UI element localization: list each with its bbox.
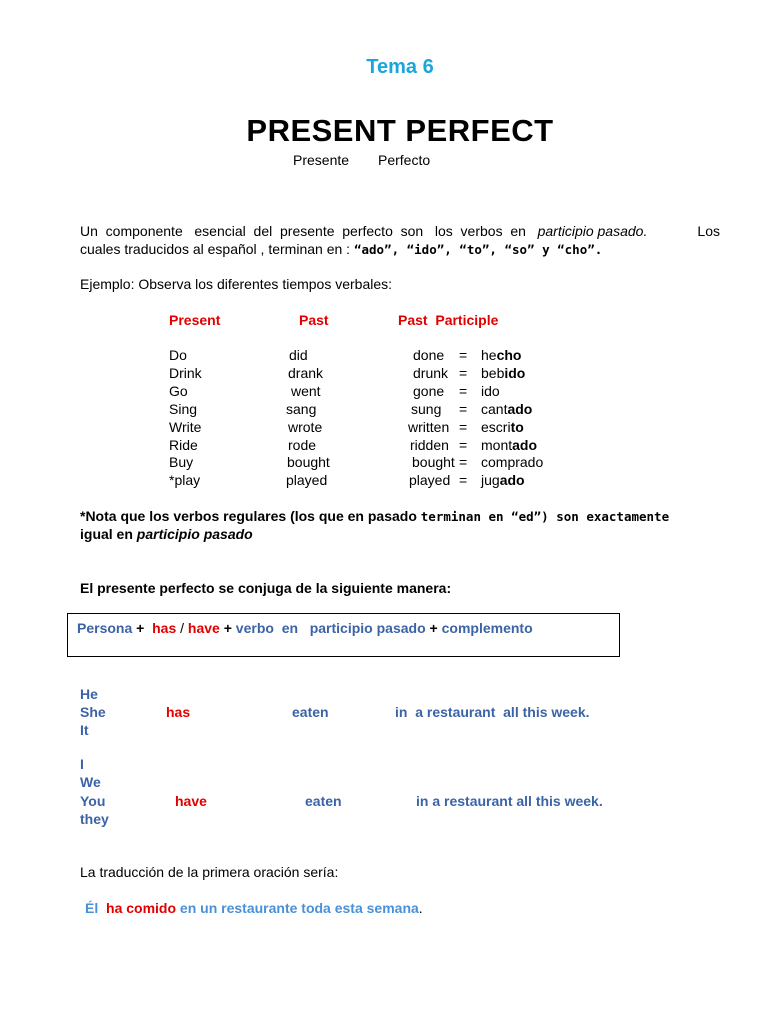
example2-verb: eaten bbox=[305, 793, 342, 809]
verb-past-participle: gone bbox=[413, 383, 445, 399]
verb-past: did bbox=[289, 347, 308, 363]
conjugation-label: El presente perfecto se conjuga de la siguiente manera: bbox=[80, 580, 452, 596]
pronoun-he: He bbox=[80, 686, 98, 702]
verb-past: rode bbox=[288, 437, 317, 453]
translation-stem: cant bbox=[481, 401, 508, 417]
formula-has: has bbox=[152, 620, 177, 636]
verb-translation bbox=[481, 365, 525, 381]
pronoun-she: She bbox=[80, 704, 106, 720]
note-text-2: igual en bbox=[80, 526, 133, 542]
formula-have: have bbox=[187, 620, 220, 636]
verb-present: Sing bbox=[169, 401, 198, 417]
note-line-1 bbox=[80, 508, 669, 524]
verb-translation bbox=[481, 383, 500, 399]
pronoun-they: they bbox=[80, 811, 109, 827]
note-term: participio pasado bbox=[136, 526, 253, 542]
translation-stem: comprado bbox=[481, 454, 544, 470]
verb-past-participle: sung bbox=[411, 401, 442, 417]
translation-ending: ado bbox=[507, 401, 533, 417]
translation-period: . bbox=[418, 900, 423, 916]
intro-text-1: Un componente esencial del presente perfecto son los verbos en bbox=[80, 223, 526, 239]
verb-past-participle: written bbox=[408, 419, 450, 435]
pronoun-you: You bbox=[80, 793, 106, 809]
translation-stem: escri bbox=[481, 419, 511, 435]
verb-equals: = bbox=[459, 419, 468, 435]
verb-equals: = bbox=[459, 347, 468, 363]
verb-past-participle: bought bbox=[412, 454, 455, 470]
verb-past: sang bbox=[286, 401, 317, 417]
example1-complement: in a restaurant all this week. bbox=[395, 704, 590, 720]
formula-plus-1: + bbox=[136, 620, 145, 636]
example2-aux: have bbox=[175, 793, 207, 809]
intro-text-los: Los bbox=[697, 223, 720, 239]
verb-past: went bbox=[291, 383, 321, 399]
formula-complemento: complemento bbox=[441, 620, 533, 636]
verb-past: wrote bbox=[288, 419, 323, 435]
verb-past-participle: played bbox=[409, 472, 451, 488]
intro-term: participio pasado. bbox=[537, 223, 648, 239]
verb-equals: = bbox=[459, 383, 468, 399]
translation-label: La traducción de la primera oración sería: bbox=[80, 864, 339, 880]
example1-aux: has bbox=[166, 704, 191, 720]
translation-ending: ido bbox=[504, 365, 526, 381]
verb-equals: = bbox=[459, 472, 468, 488]
header-past: Past bbox=[299, 312, 329, 328]
formula-plus-3: + bbox=[429, 620, 438, 636]
verb-equals: = bbox=[459, 437, 468, 453]
verb-equals: = bbox=[459, 401, 468, 417]
translation-ending: ado bbox=[499, 472, 525, 488]
topic-number: Tema 6 bbox=[366, 56, 434, 78]
verb-translation bbox=[481, 347, 521, 363]
translation-stem: jug bbox=[481, 472, 500, 488]
verb-translation bbox=[481, 419, 524, 435]
formula-participio: participio pasado bbox=[309, 620, 426, 636]
intro-line-2 bbox=[80, 241, 602, 257]
verb-translation bbox=[481, 437, 537, 453]
pronoun-it: It bbox=[80, 722, 89, 738]
pronoun-we: We bbox=[80, 774, 101, 790]
verb-present: Do bbox=[169, 347, 187, 363]
header-past-participle: Past Participle bbox=[398, 312, 499, 328]
formula-persona: Persona bbox=[77, 620, 133, 636]
translation-stem: beb bbox=[481, 365, 505, 381]
verb-equals: = bbox=[459, 365, 468, 381]
verb-present: Buy bbox=[169, 454, 194, 470]
verb-present: *play bbox=[169, 472, 201, 488]
header-present: Present bbox=[169, 312, 221, 328]
verb-past: played bbox=[286, 472, 328, 488]
intro-line-1 bbox=[80, 223, 720, 239]
verb-present: Go bbox=[169, 383, 188, 399]
formula-verbo-en: verbo en bbox=[235, 620, 299, 636]
verb-past: bought bbox=[287, 454, 330, 470]
verb-equals: = bbox=[459, 454, 468, 470]
verb-past-participle: done bbox=[413, 347, 445, 363]
note-text-1b: terminan en “ed”) son exactamente bbox=[420, 509, 670, 524]
translation-stem: mont bbox=[481, 437, 513, 453]
page-title: PRESENT PERFECT bbox=[246, 113, 554, 148]
verb-past-participle: ridden bbox=[410, 437, 449, 453]
note-text-1: *Nota que los verbos regulares (los que en pasado bbox=[80, 508, 417, 524]
formula bbox=[77, 620, 533, 636]
intro-endings: “ado”, “ido”, “to”, “so” y “cho”. bbox=[353, 242, 603, 257]
translation-ha-comido: ha comido bbox=[106, 900, 177, 916]
subtitle-perfecto: Perfecto bbox=[378, 152, 431, 168]
translation-rest: en un restaurante toda esta semana bbox=[179, 900, 419, 916]
verb-past: drank bbox=[288, 365, 324, 381]
verb-translation bbox=[481, 454, 543, 470]
pronoun-i: I bbox=[80, 756, 84, 772]
translation-ending: cho bbox=[496, 347, 522, 363]
translation-el: Él bbox=[85, 900, 99, 916]
subtitle-presente: Presente bbox=[293, 152, 350, 168]
formula-plus-2: + bbox=[223, 620, 232, 636]
example1-verb: eaten bbox=[292, 704, 329, 720]
translation-sentence bbox=[85, 900, 423, 916]
verb-present: Drink bbox=[169, 365, 202, 381]
translation-ending: ado bbox=[512, 437, 538, 453]
verb-translation bbox=[481, 472, 525, 488]
example-label: Ejemplo: Observa los diferentes tiempos verbales: bbox=[80, 276, 393, 292]
translation-ending: to bbox=[510, 419, 524, 435]
verb-present: Write bbox=[169, 419, 202, 435]
example2-complement: in a restaurant all this week. bbox=[416, 793, 603, 809]
verb-present: Ride bbox=[169, 437, 198, 453]
formula-slash: / bbox=[180, 620, 185, 636]
intro-text-2: cuales traducidos al español , terminan en : bbox=[80, 241, 351, 257]
note-line-2 bbox=[80, 526, 253, 542]
translation-stem: he bbox=[481, 347, 497, 363]
verb-past-participle: drunk bbox=[413, 365, 449, 381]
verb-translation bbox=[481, 401, 532, 417]
translation-stem: ido bbox=[481, 383, 500, 399]
